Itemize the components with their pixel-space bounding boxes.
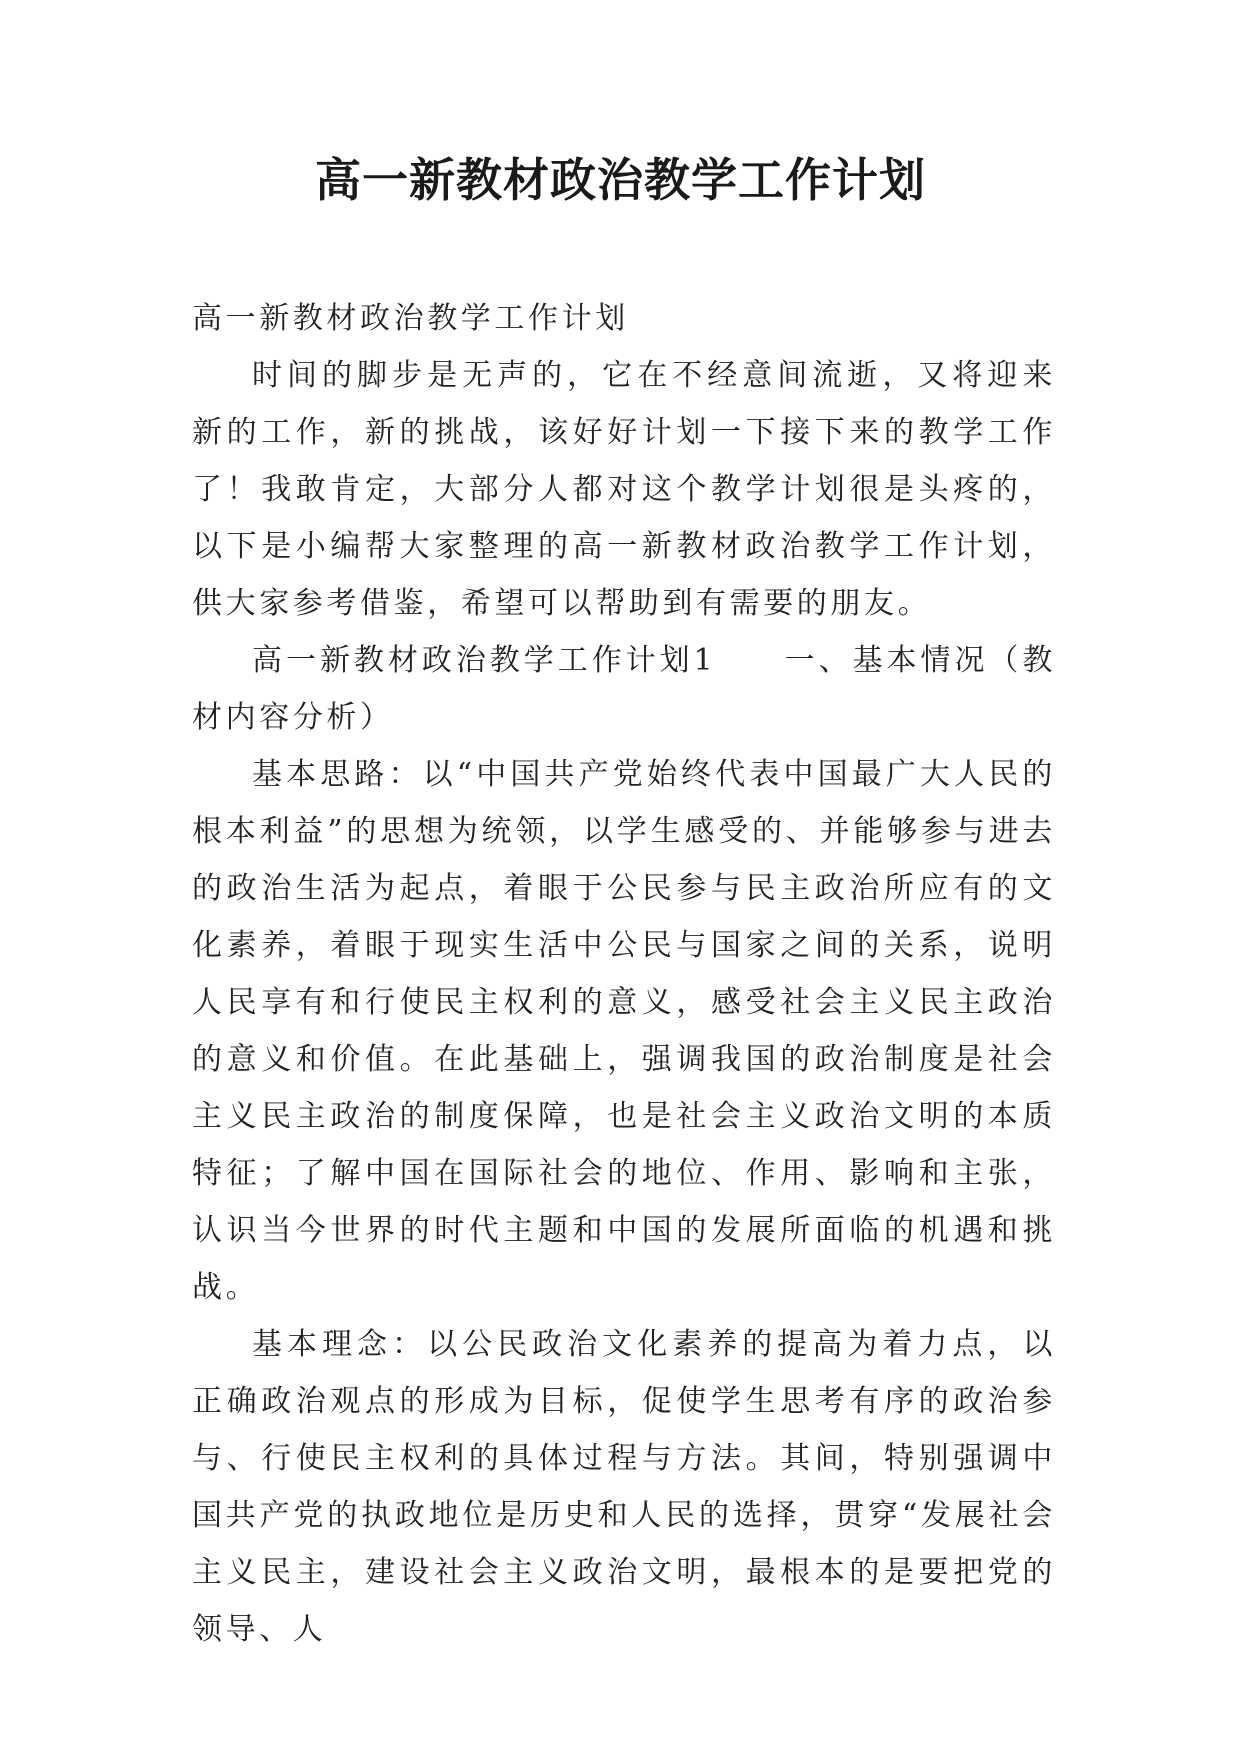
paragraph-section-heading: 高一新教材政治教学工作计划1 一、基本情况（教材内容分析） xyxy=(192,643,1056,735)
paragraph-intro: 时间的脚步是无声的，它在不经意间流逝，又将迎来新的工作，新的挑战，该好好计划一下接下来的教学工作了！我敢肯定，大部分人都对这个教学计划很是头疼的，以下是小编帮大家整理的高一新教材政治教学工作计划，供大家参考借鉴，希望可以帮助到有需要的朋友。 xyxy=(192,358,1056,621)
document-title: 高一新教材政治教学工作计划 xyxy=(315,153,926,207)
paragraph-basic-concept: 基本理念：以公民政治文化素养的提高为着力点，以正确政治观点的形成为目标，促使学生思考有序的政治参与、行使民主权利的具体过程与方法。其间，特别强调中国共产党的执政地位是历史和人民的选择，贯穿“发展社会主义民主，建设社会主义政治文明，最根本的是要把党的领导、人 xyxy=(192,1327,1056,1647)
document-body xyxy=(192,290,1056,1658)
paragraph-subtitle: 高一新教材政治教学工作计划 xyxy=(192,301,629,336)
paragraph-basic-approach: 基本思路：以“中国共产党始终代表中国最广大人民的根本利益”的思想为统领，以学生感受的、并能够参与进去的政治生活为起点，着眼于公民参与民主政治所应有的文化素养，着眼于现实生活中公民与国家之间的关系，说明人民享有和行使民主权利的意义，感受社会主义民主政治的意义和价值。在此基础上，强调我国的政治制度是社会主义民主政治的制度保障，也是社会主义政治文明的本质特征；了解中国在国际社会的地位、作用、影响和主张，认识当今世界的时代主题和中国的发展所面临的机遇和挑战。 xyxy=(192,757,1056,1305)
